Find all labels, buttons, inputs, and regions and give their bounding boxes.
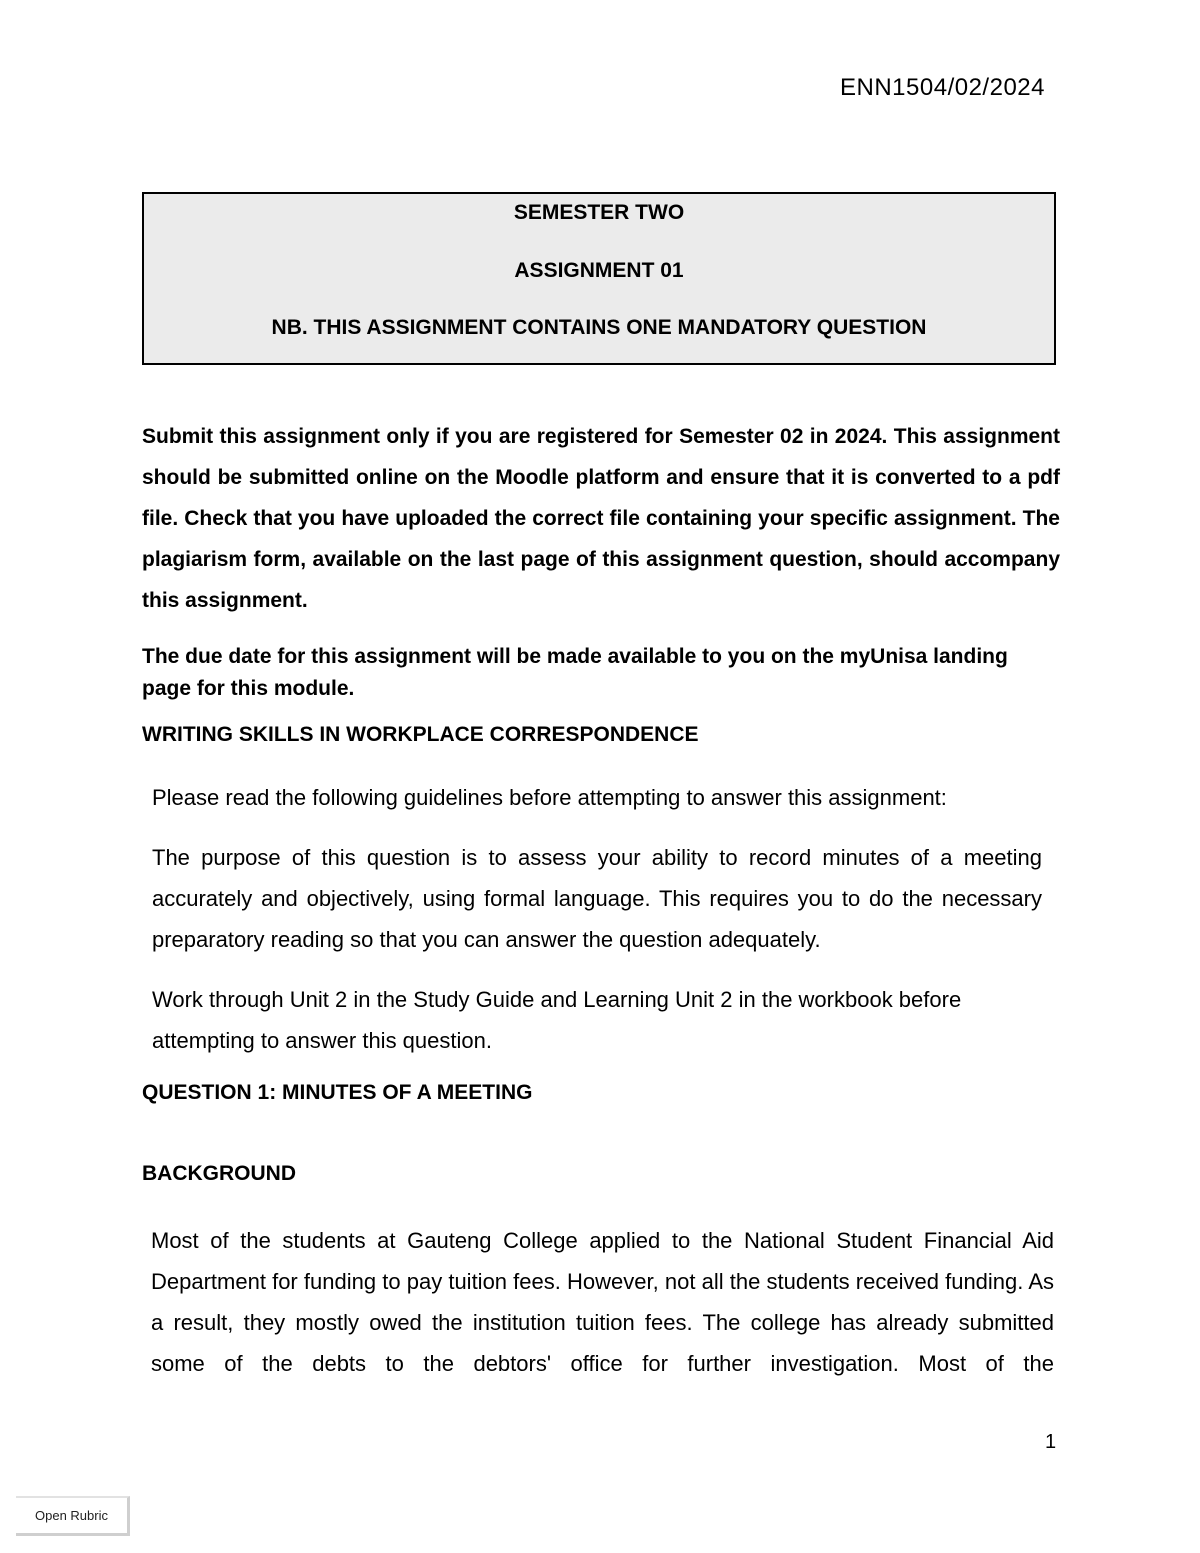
submission-instructions: Submit this assignment only if you are registered for Semester 02 in 2024. This assignment should be submitted online on the Moodle platform and ensure that it is converted to a pdf file. Check that you have uploaded the correct file containing your specific assignment. The plagiarism form, available on the last page of this assignment question, should accompany this assignment. <box>142 425 1060 612</box>
background-paragraph: Most of the students at Gauteng College applied to the National Student Financial Aid Department for funding to pay tuition fees. However, not all the students received funding. As a result, they mostly owed the institution tuition fees. The college has already submitted some of the debts to the debtors' office for further investigation. Most of the <box>151 1228 1054 1376</box>
question-heading: QUESTION 1: MINUTES OF A MEETING <box>142 1081 533 1104</box>
mandatory-question-note: NB. THIS ASSIGNMENT CONTAINS ONE MANDATORY QUESTION <box>271 316 927 339</box>
guidelines-intro: Please read the following guidelines before attempting to answer this assignment: <box>152 785 947 810</box>
section-heading: WRITING SKILLS IN WORKPLACE CORRESPONDENCE <box>142 723 699 746</box>
open-rubric-button[interactable]: Open Rubric <box>16 1496 130 1536</box>
due-date-note: The due date for this assignment will be made available to you on the myUnisa landing page for this module. <box>142 645 1008 700</box>
course-code: ENN1504/02/2024 <box>840 74 1045 101</box>
assignment-header-box <box>142 192 1056 365</box>
work-instructions: Work through Unit 2 in the Study Guide and Learning Unit 2 in the workbook before attempting to answer this question. <box>152 987 962 1053</box>
page-number: 1 <box>1045 1431 1057 1453</box>
assignment-title: ASSIGNMENT 01 <box>514 259 684 282</box>
semester-title: SEMESTER TWO <box>513 201 685 224</box>
purpose-paragraph: The purpose of this question is to assess your ability to record minutes of a meeting accurately and objectively, using formal language. This requires you to do the necessary preparatory reading so that you can answer the question adequately. <box>152 845 1042 952</box>
background-heading: BACKGROUND <box>142 1162 296 1185</box>
